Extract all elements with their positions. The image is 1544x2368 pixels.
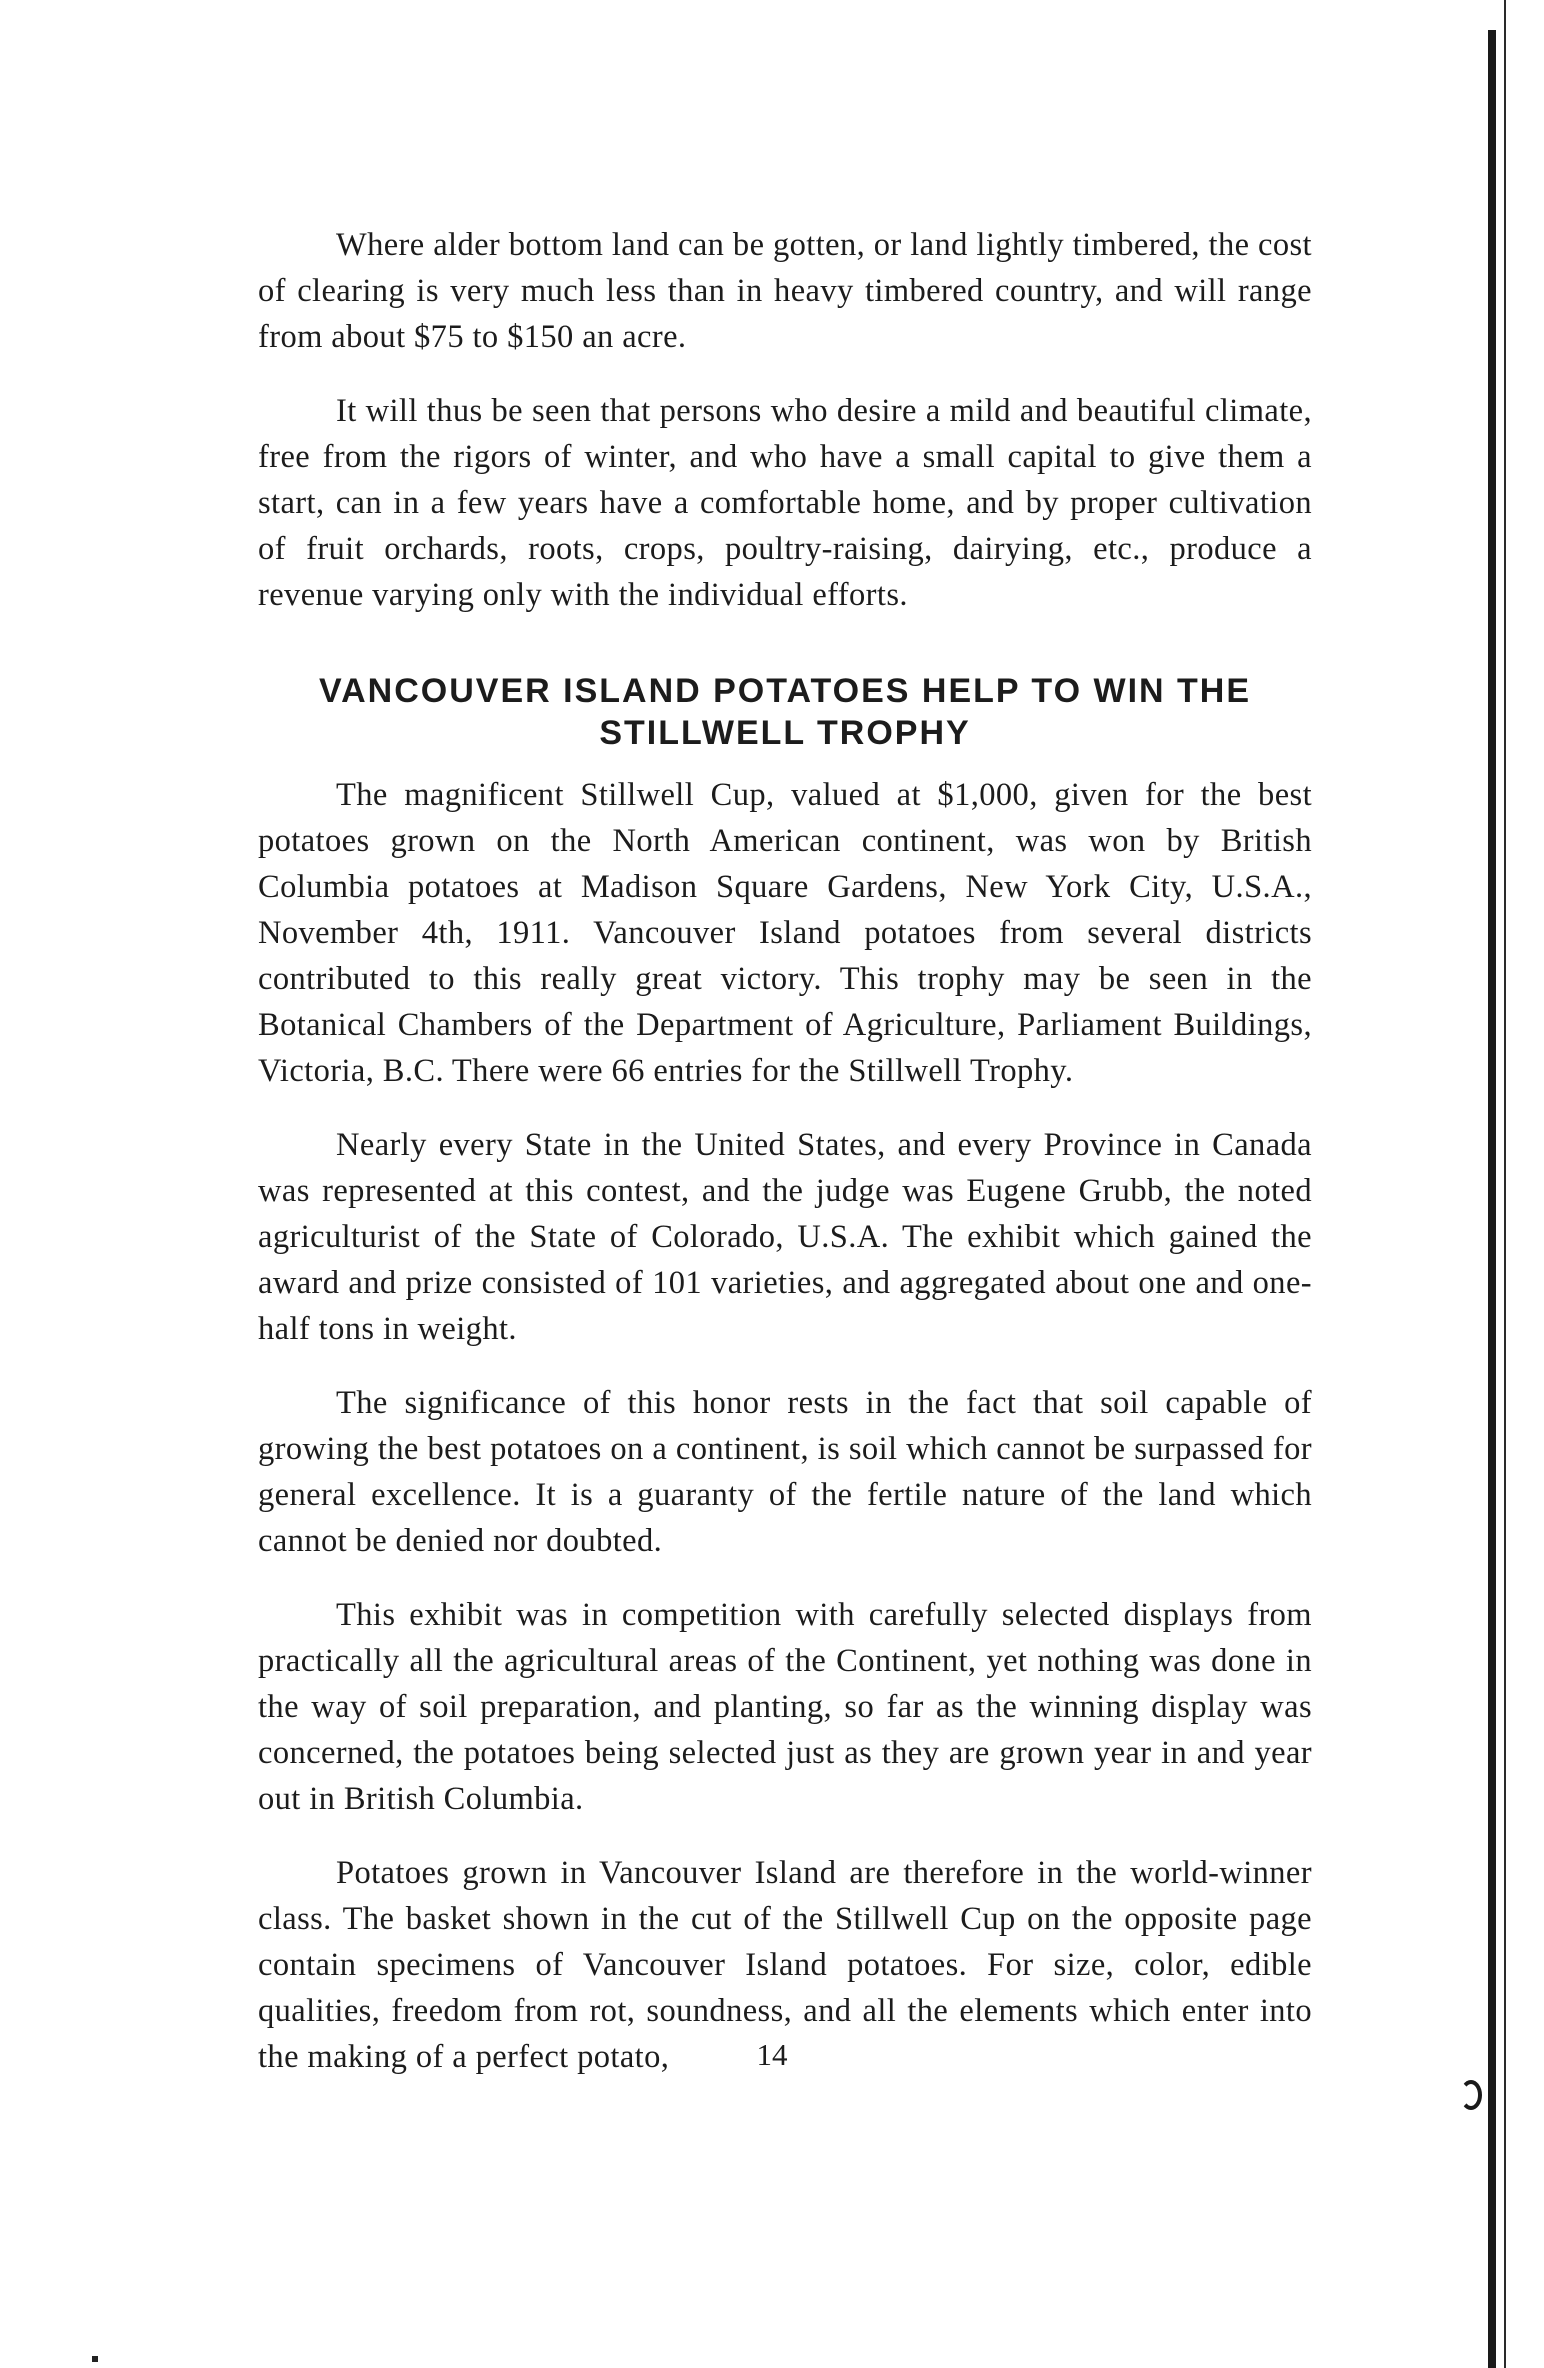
body-text xyxy=(258,222,1312,2108)
paragraph: It will thus be seen that persons who desire a mild and beautiful climate, free from the rigors of winter, and who have a small capital to give them a start, can in a few years have a comfortable home, and by proper cultivation of fruit orchards, roots, crops, poultry-raising, dairying, etc., produce a revenue varying only with the individual efforts. xyxy=(258,393,1312,613)
section-heading: VANCOUVER ISLAND POTATOES HELP TO WIN THE STILLWELL TROPHY xyxy=(318,672,1252,752)
paragraph: Potatoes grown in Vancouver Island are therefore in the world-winner class. The basket shown in the cut of the Stillwell Cup on the opposite page contain specimens of Vancouver Island potatoes. For size, color, edible qualities, freedom from rot, soundness, and all the elements which enter into the making of a perfect potato, xyxy=(258,1855,1312,2075)
page-edge-line xyxy=(1504,0,1506,2368)
binding-clip-mark xyxy=(1460,2080,1482,2110)
page-edge-binding xyxy=(1488,30,1496,2368)
paragraph: Nearly every State in the United States, and every Province in Canada was represented at this contest, and the judge was Eugene Grubb, the noted agriculturist of the State of Colorado, U.S.A. The exhibit which gained the award and prize consisted of 101 varieties, and aggregated about one and one-half tons in weight. xyxy=(258,1127,1312,1347)
paragraph: Where alder bottom land can be gotten, or land lightly timbered, the cost of clearing is very much less than in heavy timbered country, and will range from about $75 to $150 an acre. xyxy=(258,227,1312,355)
scan-speck xyxy=(92,2356,98,2362)
paragraph: The significance of this honor rests in the fact that soil capable of growing the best potatoes on a continent, is soil which cannot be surpassed for general excellence. It is a guaranty of the fertile nature of the land which cannot be denied nor doubted. xyxy=(258,1385,1312,1559)
paragraph: This exhibit was in competition with carefully selected displays from practically all the agricultural areas of the Continent, yet nothing was done in the way of soil preparation, and planting, so far as the winning display was concerned, the potatoes being selected just as they are grown year in and year out in British Columbia. xyxy=(258,1597,1312,1817)
paragraph: The magnificent Stillwell Cup, valued at $1,000, given for the best potatoes grown on the North American continent, was won by British Columbia potatoes at Madison Square Gardens, New York City, U.S.A., November 4th, 1911. Vancouver Island potatoes from several districts contributed to this really great victory. This trophy may be seen in the Botanical Chambers of the Department of Agriculture, Parliament Buildings, Victoria, B.C. There were 66 entries for the Stillwell Trophy. xyxy=(258,777,1312,1089)
page-number: 14 xyxy=(756,2037,788,2072)
